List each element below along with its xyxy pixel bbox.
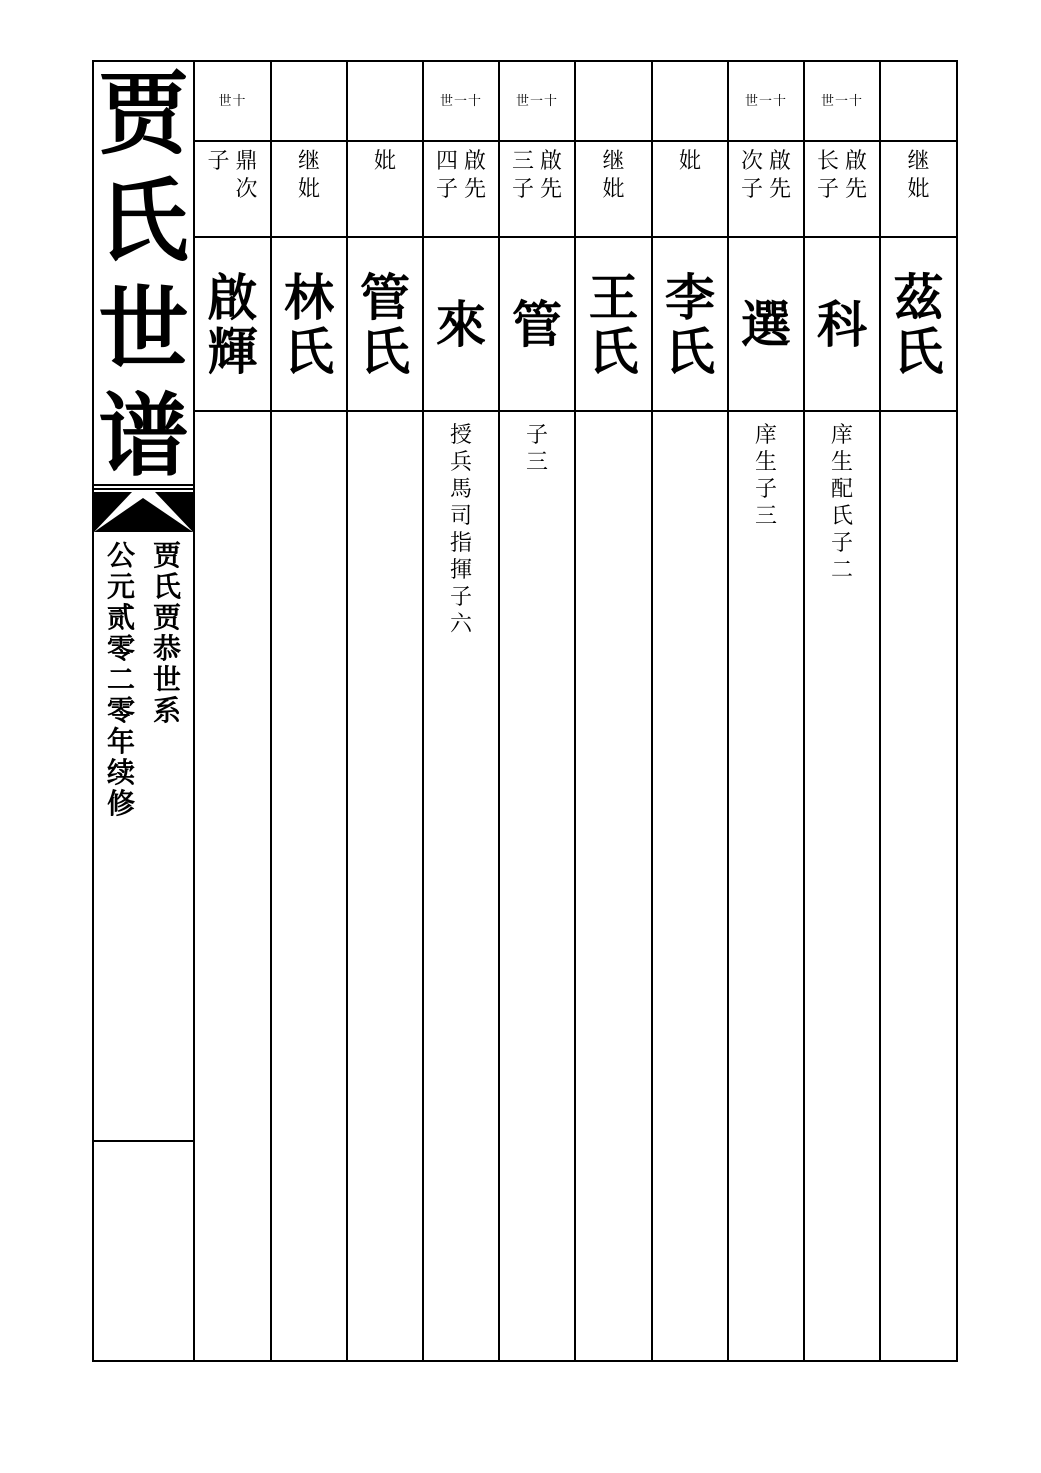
person-name bbox=[653, 240, 727, 410]
name-char: 氏 bbox=[893, 322, 944, 381]
lineage-line: 啟先 bbox=[539, 149, 562, 202]
person-name bbox=[348, 240, 422, 410]
lineage-line: 次子 bbox=[740, 149, 763, 202]
spine-title-char: 氏 bbox=[98, 168, 189, 275]
person-name bbox=[272, 240, 346, 410]
spine-divider-bottom bbox=[94, 1140, 193, 1142]
generation-label: 世一十 bbox=[439, 94, 482, 109]
person-name bbox=[576, 240, 651, 410]
generation-label: 世一十 bbox=[515, 94, 558, 109]
lineage-line: 妣 bbox=[678, 149, 701, 174]
name-char: 氏 bbox=[360, 322, 410, 381]
biography-notes bbox=[500, 422, 574, 476]
lineage-line: 啟先 bbox=[768, 149, 791, 202]
name-char: 王 bbox=[588, 268, 639, 327]
note-line: 子三 bbox=[525, 423, 548, 475]
name-char: 李 bbox=[665, 268, 715, 327]
name-char: 氏 bbox=[588, 322, 639, 381]
entry-column bbox=[881, 62, 956, 1360]
person-name bbox=[195, 240, 270, 410]
fishtail-ornament bbox=[94, 492, 193, 532]
note-line: 庠生配 氏子二 bbox=[830, 423, 860, 583]
spine-subtitle-edition: 公元贰零二零年续修 bbox=[106, 539, 135, 820]
person-name bbox=[805, 240, 879, 410]
entry-column bbox=[424, 62, 500, 1360]
name-char: 管 bbox=[360, 268, 410, 327]
lineage-line: 啟先 bbox=[463, 149, 486, 202]
generation-label: 世一十 bbox=[820, 94, 863, 109]
lineage-text bbox=[729, 148, 803, 238]
generation-label: 世一十 bbox=[744, 94, 787, 109]
name-char: 科 bbox=[817, 295, 867, 354]
entry-column bbox=[500, 62, 576, 1360]
lineage-line: 四子 bbox=[435, 149, 458, 202]
entry-column bbox=[272, 62, 348, 1360]
entry-column bbox=[805, 62, 881, 1360]
entry-column bbox=[348, 62, 424, 1360]
spine-title-char: 谱 bbox=[98, 382, 189, 489]
lineage-text bbox=[424, 148, 498, 238]
spine-title-char: 世 bbox=[98, 275, 189, 382]
lineage-line: 妣 bbox=[373, 149, 396, 174]
spine bbox=[94, 62, 195, 1360]
name-char: 氏 bbox=[284, 322, 334, 381]
name-char: 林 bbox=[284, 268, 334, 327]
lineage-text bbox=[805, 148, 879, 238]
lineage-line: 鼎次 bbox=[235, 149, 258, 202]
lineage-text bbox=[653, 148, 727, 238]
name-char: 選 bbox=[741, 295, 791, 354]
name-char: 來 bbox=[436, 295, 486, 354]
lineage-line: 继妣 bbox=[907, 149, 930, 202]
biography-notes bbox=[805, 422, 879, 584]
lineage-line: 继妣 bbox=[602, 149, 625, 202]
name-char: 啟 bbox=[207, 268, 258, 327]
spine-divider-top bbox=[94, 484, 193, 486]
person-name bbox=[424, 240, 498, 410]
name-char: 氏 bbox=[665, 322, 715, 381]
spine-subtitle-lineage: 贾氏贾恭世系 bbox=[152, 539, 181, 727]
spine-title-char: 贾 bbox=[98, 61, 189, 167]
entry-column bbox=[729, 62, 805, 1360]
biography-notes bbox=[729, 422, 803, 530]
lineage-line: 长子 bbox=[816, 149, 839, 202]
lineage-text bbox=[195, 148, 270, 238]
lineage-text bbox=[500, 148, 574, 238]
name-char: 輝 bbox=[207, 322, 258, 381]
person-name bbox=[881, 240, 956, 410]
entry-column bbox=[195, 62, 272, 1360]
note-line: 授兵馬司指揮子六 bbox=[449, 423, 472, 637]
biography-notes bbox=[424, 422, 498, 638]
note-line: 庠生 子三 bbox=[754, 423, 791, 529]
lineage-text bbox=[348, 148, 422, 238]
generation-label: 世十 bbox=[218, 94, 247, 109]
lineage-line: 啟先 bbox=[844, 149, 867, 202]
lineage-text bbox=[272, 148, 346, 238]
lineage-line: 子 bbox=[207, 149, 230, 174]
name-char: 茲 bbox=[893, 268, 944, 327]
lineage-line: 继妣 bbox=[297, 149, 320, 202]
spine-divider-top-inner bbox=[94, 488, 193, 490]
spine-title bbox=[94, 61, 193, 489]
lineage-line: 三子 bbox=[511, 149, 534, 202]
genealogy-page bbox=[92, 60, 958, 1362]
person-name bbox=[500, 240, 574, 410]
person-name bbox=[729, 240, 803, 410]
entry-column bbox=[576, 62, 653, 1360]
lineage-text bbox=[881, 148, 956, 238]
entry-column bbox=[653, 62, 729, 1360]
name-char: 管 bbox=[512, 295, 562, 354]
lineage-text bbox=[576, 148, 651, 238]
